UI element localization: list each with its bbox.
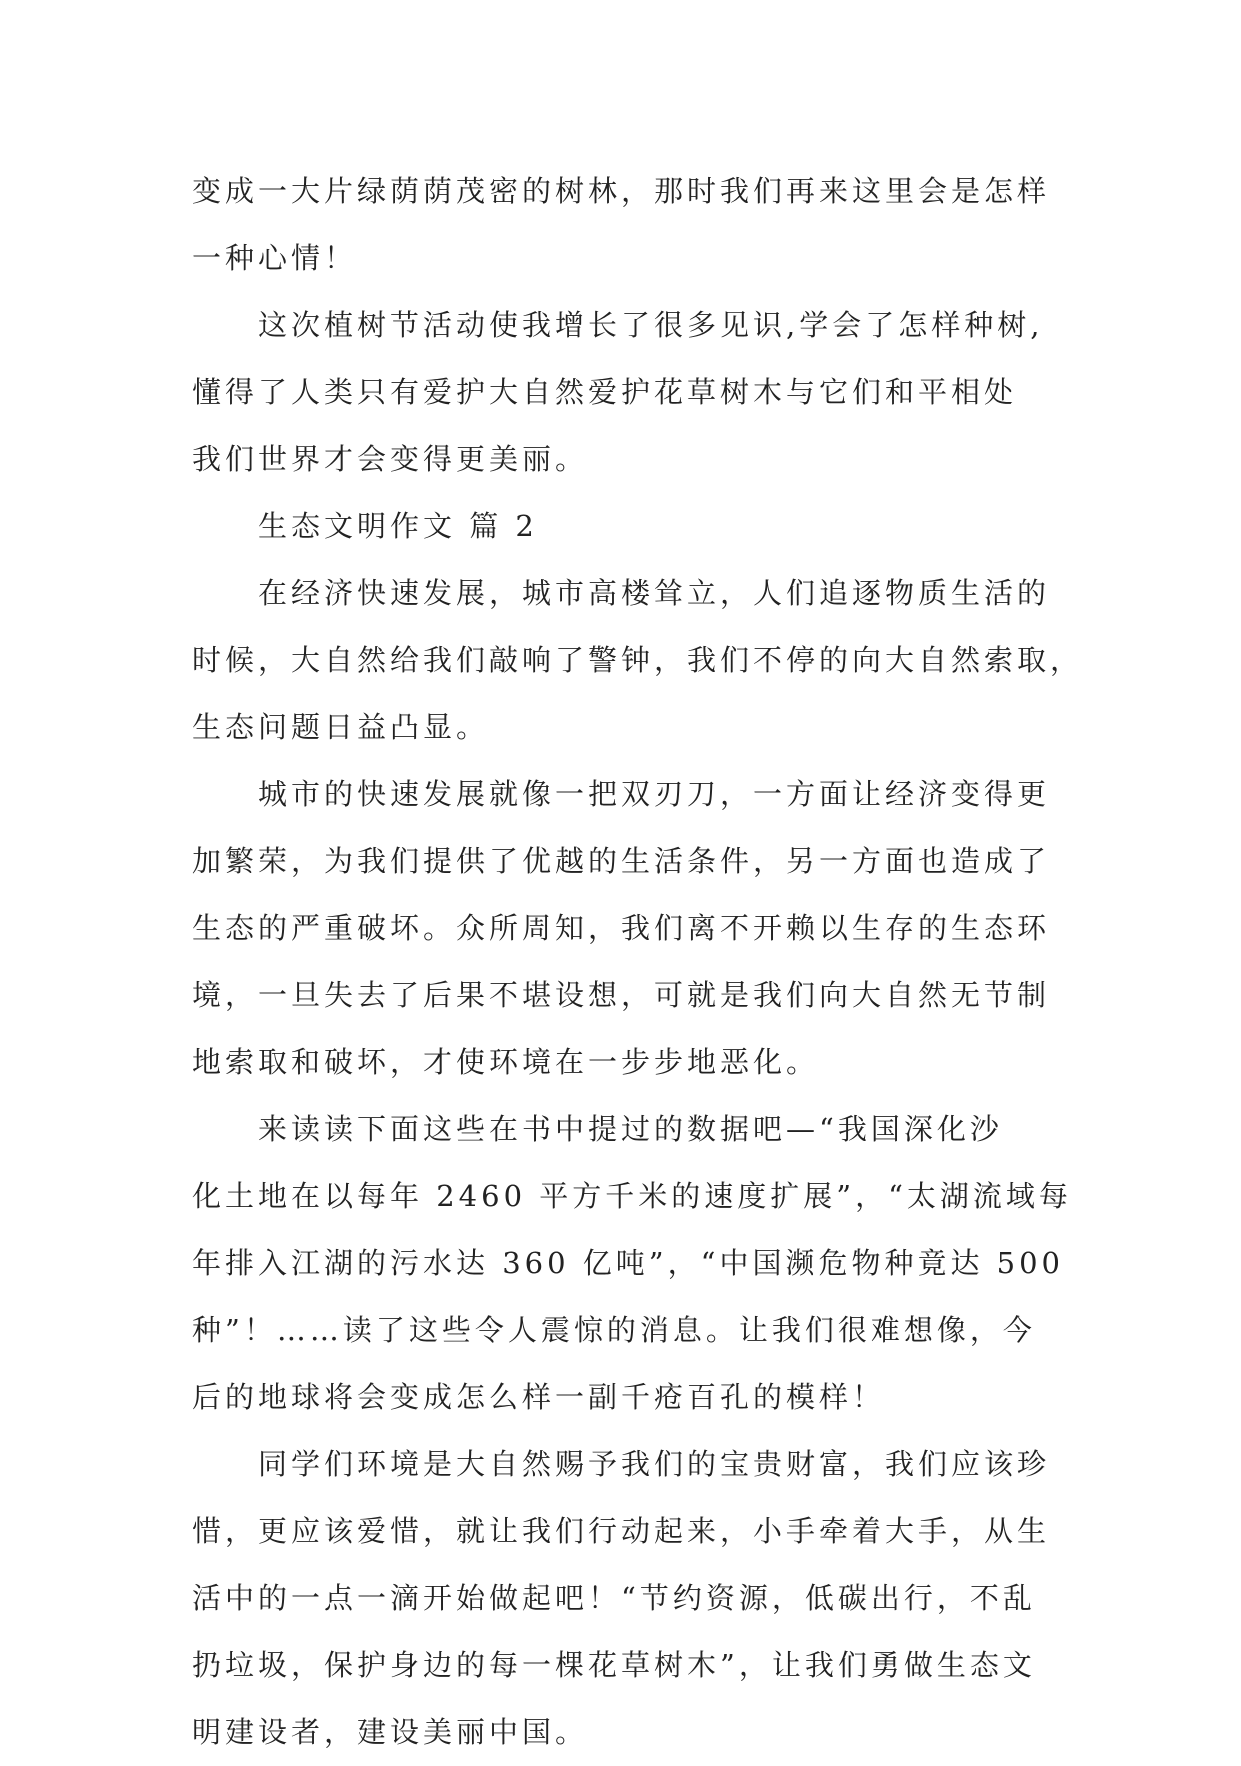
text-line: 明建设者，建设美丽中国。	[192, 1715, 589, 1749]
document-body	[192, 158, 1084, 1766]
text-line: 我们世界才会变得更美丽。	[192, 442, 589, 476]
text-line: 化土地在以每年 2460 平方千米的速度扩展”，“太湖流域每	[192, 1179, 1072, 1213]
text-line: 活中的一点一滴开始做起吧！“节约资源，低碳出行，不乱	[192, 1581, 1036, 1615]
text-line: 在经济快速发展，城市高楼耸立，人们追逐物质生活的	[258, 576, 1051, 610]
text-line: 种”！……读了这些令人震惊的消息。让我们很难想像，今	[192, 1313, 1036, 1347]
text-line: 境，一旦失去了后果不堪设想，可就是我们向大自然无节制	[192, 978, 1051, 1012]
text-line: 生态问题日益凸显。	[192, 710, 490, 744]
section-heading: 生态文明作文 篇 2	[258, 509, 538, 543]
text-line: 惜，更应该爱惜，就让我们行动起来，小手牵着大手，从生	[192, 1514, 1051, 1548]
text-line: 懂得了人类只有爱护大自然爱护花草树木与它们和平相处	[192, 375, 1018, 409]
text-line: 来读读下面这些在书中提过的数据吧—“我国深化沙	[258, 1112, 1003, 1146]
text-line: 变成一大片绿荫荫茂密的树林，那时我们再来这里会是怎样	[192, 174, 1051, 208]
text-line: 后的地球将会变成怎么样一副千疮百孔的模样！	[192, 1380, 886, 1414]
text-line: 同学们环境是大自然赐予我们的宝贵财富，我们应该珍	[258, 1447, 1051, 1481]
text-line: 这次植树节活动使我增长了很多见识,学会了怎样种树,	[258, 308, 1044, 342]
text-line: 年排入江湖的污水达 360 亿吨”，“中国濒危物种竟达 500	[192, 1246, 1065, 1280]
text-line: 加繁荣，为我们提供了优越的生活条件，另一方面也造成了	[192, 844, 1051, 878]
text-line: 扔垃圾，保护身边的每一棵花草树木”，让我们勇做生态文	[192, 1648, 1036, 1682]
text-line: 时候，大自然给我们敲响了警钟，我们不停的向大自然索取，	[192, 643, 1084, 677]
text-line: 地索取和破坏，才使环境在一步步地恶化。	[192, 1045, 820, 1079]
text-line: 一种心情！	[192, 241, 358, 275]
text-line: 城市的快速发展就像一把双刃刀，一方面让经济变得更	[258, 777, 1051, 811]
text-line: 生态的严重破坏。众所周知，我们离不开赖以生存的生态环	[192, 911, 1051, 945]
